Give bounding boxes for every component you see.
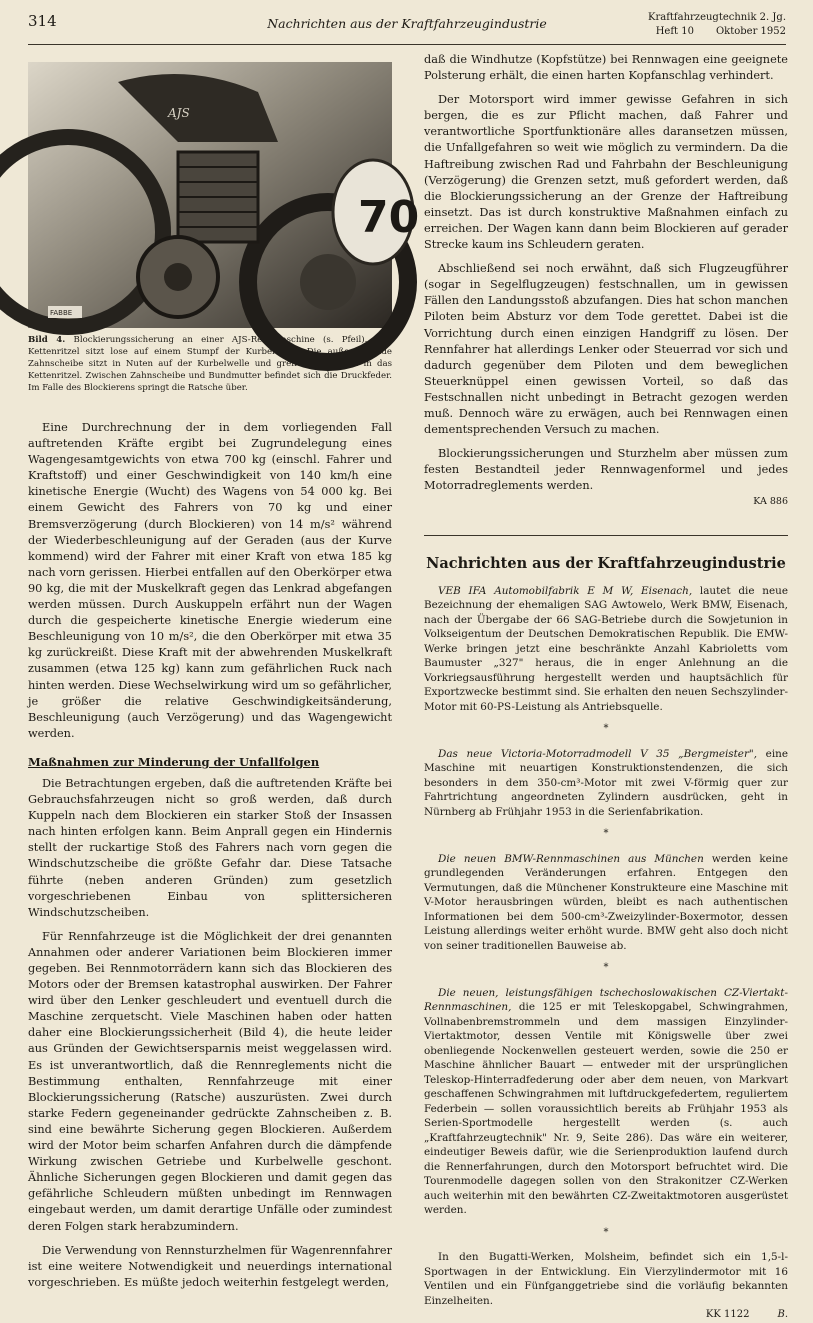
news-item-cz-text: die 125 er mit Teleskopgabel, Schwingrahmen, Vollnabenbremstrommeln und dem massigen Einzylinder-Viertaktmotor, dessen Ventile mit Königswelle über zwei obenliegende Nockenwellen gesteuert werden, sowie die 250 er Maschine ähnlicher Bauart — entweder mit der ursprünglichen Teleskop-Hinterradfederung oder aber dem neuen, von Markvart geschaffenen Schwingrahmen mit luftdruckgefedertem, reguliertem Federbein — sollen voraussichtlich bereits ab Frühjahr 1953 als Serien-Sportmodelle hergestellt werden (s. auch „Kraftfahrzeugtechnik" Nr. 9, Seite 286). Das wäre ein weiterer, eindeutiger Beweis dafür, wie die Serienproduktion laufend durch die Rennerfahrungen, durch den Motorsport befruchtet wird. Die Tourenmodelle dagegen sollen von den Strakonitzer CZ-Werken auch weiterhin mit den bewährten CZ-Zweitaktmotoren ausgerüstet werden. <box>424 1001 788 1217</box>
news-item-victoria-text: eine Maschine mit neuartigen Konstruktionstendenzen, die sich besonders in dem 350-cm³-Motor mit zwei V-förmig quer zur Fahrtrichtung angeordneten Zylindern ausdrücken, geht in Nürnberg ab Frühjahr 1953 in die Serienfabrikation. <box>424 747 788 818</box>
news-item-victoria <box>424 747 788 820</box>
news-author: B. <box>777 1309 788 1321</box>
left-column <box>28 62 420 1291</box>
news-signature <box>424 1308 788 1323</box>
right-paragraph-3: Abschließend sei noch erwähnt, daß sich Flugzeugführer (sogar in Segelflugzeugen) festschnallen, um in gewissen Fällen den Landungsstoß abzufangen. Dies hat schon manchen Piloten beim Absturz vor dem Tode gerettet. Dabei ist die Vorrichtung durch einen einzigen Handgriff zu lösen. Der Rennfahrer hat allerdings Lenker oder Steuerrad vor sich und dadurch gegenüber dem Piloten und dem beweglichen Steuerknüppel einen gewissen Vorteil, so daß das Festschnallen nicht unbedingt in Betracht gezogen werden muß. Dennoch wäre zu erwägen, auch bei Rennwagen einen dementsprechenden Versuch zu machen. <box>424 262 788 437</box>
news-item-victoria-lead: Das neue Victoria-Motorradmodell V 35 „Bergmeister", <box>438 747 757 760</box>
left-paragraph-2: Die Betrachtungen ergeben, daß die auftretenden Kräfte bei Gebrauchsfahrzeugen nicht so groß werden, daß durch Kuppeln nach dem Blockieren ein starker Stoß der Insassen nach hinten erfolgen kann. Beim Anprall gegen ein Hindernis stellt der ruckartige Stoß des Fahrers nach vorn gegen die Windschutzscheibe die größte Gefahr dar. Diese Tatsache führte (neben anderen Gründen) zum gesetzlich vorgeschriebenen Einbau von splittersicheren Windschutzscheiben. <box>28 776 392 919</box>
caption-text: Blockierungssicherung an einer AJS-Rennmaschine (s. Pfeil). Das Kettenritzel sitzt lose auf einem Stumpf der Kurbelwelle. Die außenliegende Zahnscheibe sitzt in Nuten auf der Kurbelwelle und greift mit Zähnen in das Kettenritzel. Zwischen Zahnscheibe und Bundmutter befindet sich die Druckfeder. Im Falle des Blockierens springt die Ratsche über. <box>28 335 392 393</box>
separator-star: * <box>603 962 609 974</box>
left-paragraph-1: Eine Durchrechnung der in dem vorliegenden Fall auftretenden Kräfte ergibt bei Zugrundelegung eines Wagengesamtgewichts von etwa 700 kg (einschl. Fahrer und Kraftstoff) und einer Geschwindigkeit von 140 km/h eine kinetische Energie (Wucht) des Wagens von 54 000 kg. Bei einem Gewicht des Fahrers von 70 kg und einer Bremsverzögerung (durch Blockieren) von 14 m/s² während der Wiederbeschleunigung auf der Geraden (aus der Kurve kommend) wird der Fahrer mit einer Kraft von etwa 185 kg nach vorn gerissen. Hierbei entfallen auf den Oberkörper etwa 90 kg, die mit der Muskelkraft gegen das Lenkrad abgefangen werden müssen. Durch Auskuppeln erfährt nun der Wagen durch die gespeicherte kinetische Energie wiederum eine Beschleunigung von 10 m/s², die den Oberkörper mit etwa 35 kg zurückreißt. Diese Kraft mit der abwehrenden Muskelkraft zusammen (etwa 125 kg) kann zum gefährlichen Ruck nach hinten werden. Diese Wechselwirkung wird um so gefährlicher, je größer die relative Geschwindigkeitsänderung, Beschleunigung (auch Verzögerung) und das Wagengewicht werden. <box>28 421 392 740</box>
news-item-emw-text: lautet die neue Bezeichnung der ehemaligen SAG Awtowelo, Werk BMW, Eisenach, nach der Übergabe der 66 SAG-Betriebe durch die Sowjetunion in Volkseigentum der Deutschen Demokratischen Republik. Die EMW-Werke bringen jetzt eine beschränkte Anzahl Kabrioletts vom Baumuster „327" heraus, die in enger Anlehnung an die Vorkriegsausführung hergestellt werden und hauptsächlich für Exportzwecke bestimmt sind. Sie erhalten den neuen Sechszylinder-Motor mit 60-PS-Leistung als Antriebsquelle. <box>424 584 788 713</box>
news-item-bmw-text: werden keine grundlegenden Veränderungen erfahren. Entgegen den Vermutungen, daß die Münchener Konstrukteure eine Maschine mit V-Motor herausbringen würden, bleibt es nach authentischen Informationen bei dem 500-cm³-Zweizylinder-Boxermotor, dessen Leistung allerdings weiter erhöht wurde. BMW geht also doch nicht von seiner traditionellen Bauweise ab. <box>424 852 788 952</box>
issue-info <box>656 26 786 37</box>
issue-date: Oktober 1952 <box>715 26 786 37</box>
news-item-bugatti: In den Bugatti-Werken, Molsheim, befindet sich ein 1,5-l-Sportwagen in der Entwicklung. Ein Vierzylindermotor mit 16 Ventilen und ein Fünfganggetriebe sind die vorläufig bekannten Einzelheiten. <box>424 1251 788 1307</box>
news-item-emw <box>424 584 788 715</box>
left-paragraph-4: Die Verwendung von Rennsturzhelmen für Wagenrennfahrer ist eine weitere Notwendigkeit und neuerdings international vorgeschrieben. Es müßte jedoch weiterhin festgelegt werden, <box>28 1243 392 1289</box>
separator-star: * <box>603 723 609 735</box>
article-reference: KA 886 <box>753 496 788 508</box>
news-reference: KK 1122 <box>705 1309 750 1321</box>
race-number: 70 <box>358 192 420 243</box>
running-title: Nachrichten aus der Kraftfahrzeugindustrie <box>267 16 547 31</box>
brand-logo: AJS <box>168 106 190 120</box>
page-header <box>28 8 786 45</box>
right-column <box>424 52 788 1323</box>
motorcycle-photo <box>28 62 420 328</box>
separator-star: * <box>603 828 609 840</box>
right-paragraph-1: daß die Windhutze (Kopfstütze) bei Rennwagen eine geeignete Polsterung erhält, die einen harten Kopfanschlag verhindert. <box>424 53 788 83</box>
news-item-bmw-lead: Die neuen BMW-Rennmaschinen aus München <box>438 852 704 865</box>
right-paragraph-4: Blockierungssicherungen und Sturzhelm aber müssen zum festen Bestandteil jeder Rennwagenformel und jedes Motorradreglements werden. <box>424 447 788 493</box>
caption-label: Bild 4. <box>28 335 66 345</box>
news-item-cz <box>424 986 788 1218</box>
section-heading: Maßnahmen zur Minderung der Unfallfolgen <box>28 754 320 769</box>
page-number: 314 <box>28 12 57 30</box>
news-item-emw-lead: VEB IFA Automobilfabrik E M W, Eisenach, <box>438 584 693 597</box>
left-paragraph-3: Für Rennfahrzeuge ist die Möglichkeit der drei genannten Annahmen oder anderer Variationen beim Blockieren immer gegeben. Bei Rennmotorrädern kann sich das Blockieren des Motors oder der Bremsen katastrophal auswirken. Der Fahrer wird über den Lenker geschleudert und eventuell durch die Maschine zerquetscht. Viele Maschinen haben oder hatten daher eine Blockierungssicherheit (Bild 4), die heute leider aus Gründen der Gewichtsersparnis meist weggelassen wird. Es ist unverantwortlich, daß die Rennreglements nicht die Bestimmung enthalten, Rennfahrzeuge mit einer Blockierungssicherung (Ratsche) auszurüsten. Zwei durch starke Federn gegeneinander gedrückte Zahnscheiben z. B. sind eine bewährte Sicherung gegen Blockieren. Außerdem wird der Motor beim scharfen Anfahren durch die dämpfende Wirkung zwischen Getriebe und Kurbelwelle geschont. Ähnliche Sicherungen gegen Blockieren und damit gegen das gefährliche Schleudern müßten unbedingt im Rennwagen eingebaut werden, um damit derartige Unfälle oder zumindest deren Folgen stark herabzumindern. <box>28 929 392 1233</box>
news-item-cz-lead: Die neuen, leistungsfähigen tschechoslowakischen CZ-Viertakt-Rennmaschinen, <box>424 986 788 1014</box>
news-item-bmw <box>424 852 788 954</box>
right-paragraph-2: Der Motorsport wird immer gewisse Gefahren in sich bergen, die es zur Pflicht machen, daß Fahrer und verantwortliche Sportfunktionäre alles daransetzen müssen, die Unfallgefahren so weit wie möglich zu vermindern. Da die Haftreibung zwischen Rad und Fahrbahn der Beschleunigung (Verzögerung) die Grenzen setzt, muß gefordert werden, daß die Blockierungssicherung an der Grenze der Haftreibung einsetzt. Das ist durch konstruktive Maßnahmen einfach zu erreichen. Der Wagen kann dann beim Blockieren auf gerader Strecke kaum ins Schleudern geraten. <box>424 93 788 252</box>
issue-number: Heft 10 <box>655 26 694 37</box>
separator-star: * <box>603 1226 609 1238</box>
journal-name: Kraftfahrzeugtechnik 2. Jg. <box>647 12 786 23</box>
motorcycle-illustration <box>28 62 420 328</box>
photo-watermark: FABBE <box>50 309 73 317</box>
news-section-title: Nachrichten aus der Kraftfahrzeugindustrie <box>424 535 788 572</box>
news-list <box>424 584 788 1323</box>
